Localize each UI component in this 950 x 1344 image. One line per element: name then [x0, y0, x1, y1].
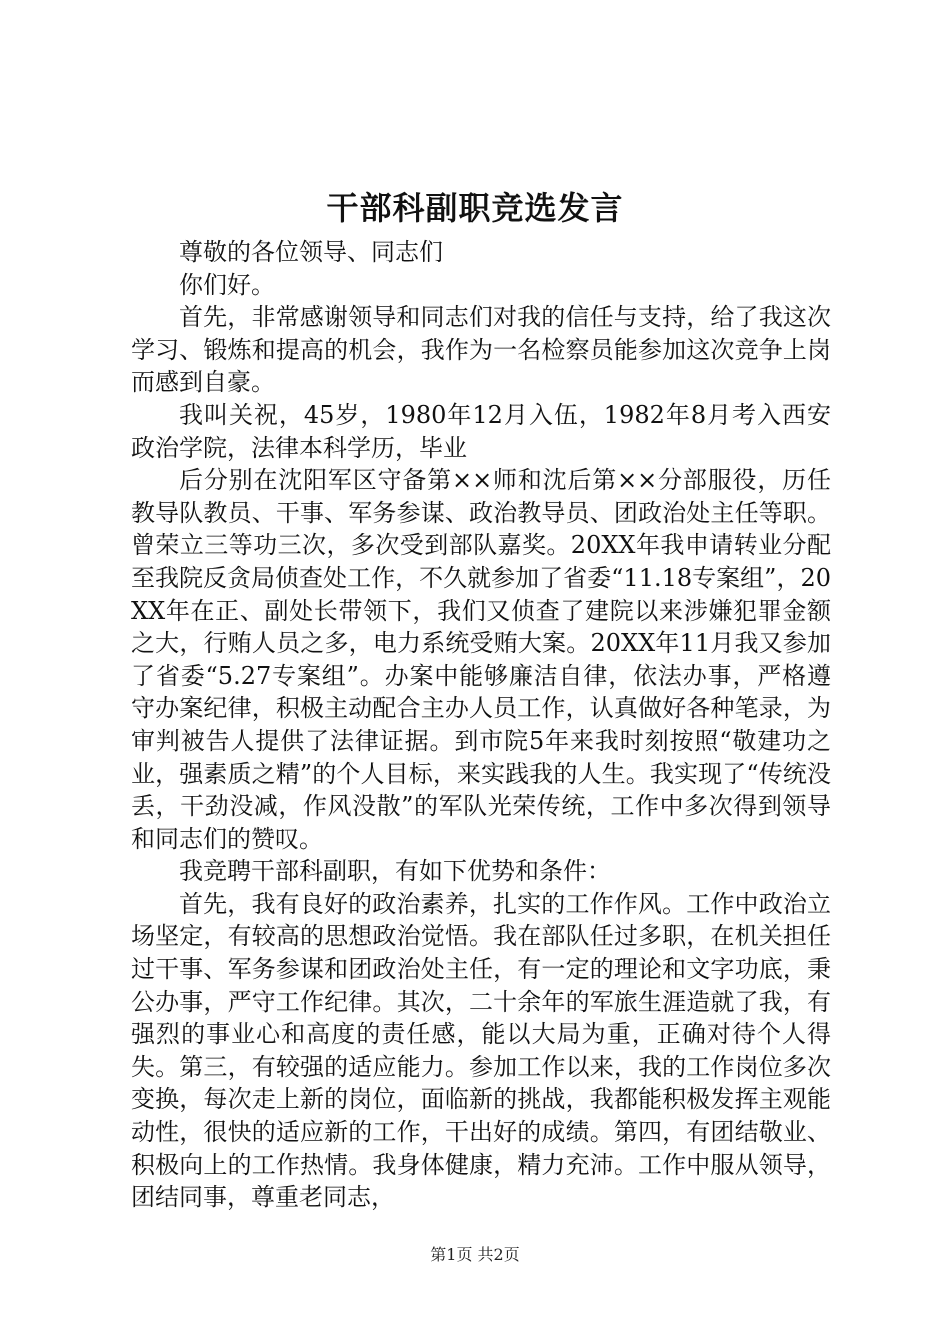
document-body	[131, 236, 831, 1214]
paragraph-greeting: 你们好。	[179, 270, 275, 299]
paragraph-conditions-intro: 我竞聘干部科副职，有如下优势和条件：	[179, 857, 611, 886]
document-title: 干部科副职竞选发言	[326, 189, 624, 227]
paragraph-advantages: 首先，我有良好的政治素养，扎实的工作作风。工作中政治立场坚定，有较高的思想政治觉悟。我在部队任过多职，在机关担任过干事、军务参谋和团政治处主任，有一定的理论和文字功底，秉公办事，严守工作纪律。其次，二十余年的军旅生涯造就了我，有强烈的事业心和高度的责任感，能以大局为重，正确对待个人得失。第三，有较强的适应能力。参加工作以来，我的工作岗位多次变换，每次走上新的岗位，面临新的挑战，我都能积极发挥主观能动性，很快的适应新的工作，干出好的成绩。第四，有团结敬业、积极向上的工作热情。我身体健康，精力充沛。工作中服从领导，团结同事，尊重老同志，	[131, 889, 831, 1212]
page-footer: 第1页 共2页	[430, 1245, 520, 1264]
paragraph-salutation: 尊敬的各位领导、同志们	[179, 238, 443, 266]
paragraph-self-intro: 我叫关祝，45岁，1980年12月入伍，1982年8月考入西安政治学院，法律本科学历，毕业	[131, 400, 831, 462]
paragraph-experience: 后分别在沈阳军区守备第××师和沈后第××分部服役，历任教导队教员、干事、军务参谋、政治教导员、团政治处主任等职。曾荣立三等功三次，多次受到部队嘉奖。20XX年我申请转业分配至我院反贪局侦查处工作，不久就参加了省委“11.18专案组”，20XX年在正、副处长带领下，我们又侦查了建院以来涉嫌犯罪金额之大，行贿人员之多，电力系统受贿大案。20XX年11月我又参加了省委“5.27专案组”。办案中能够廉洁自律，依法办事，严格遵守办案纪律，积极主动配合主办人员工作，认真做好各种笔录，为审判被告人提供了法律证据。到市院5年来我时刻按照“敬建功之业，强素质之精”的个人目标，来实践我的人生。我实现了“传统没丢，干劲没减，作风没散”的军队光荣传统，工作中多次得到领导和同志们的赞叹。	[131, 466, 831, 853]
paragraph-thanks: 首先，非常感谢领导和同志们对我的信任与支持，给了我这次学习、锻炼和提高的机会，我作为一名检察员能参加这次竞争上岗而感到自豪。	[131, 303, 831, 397]
